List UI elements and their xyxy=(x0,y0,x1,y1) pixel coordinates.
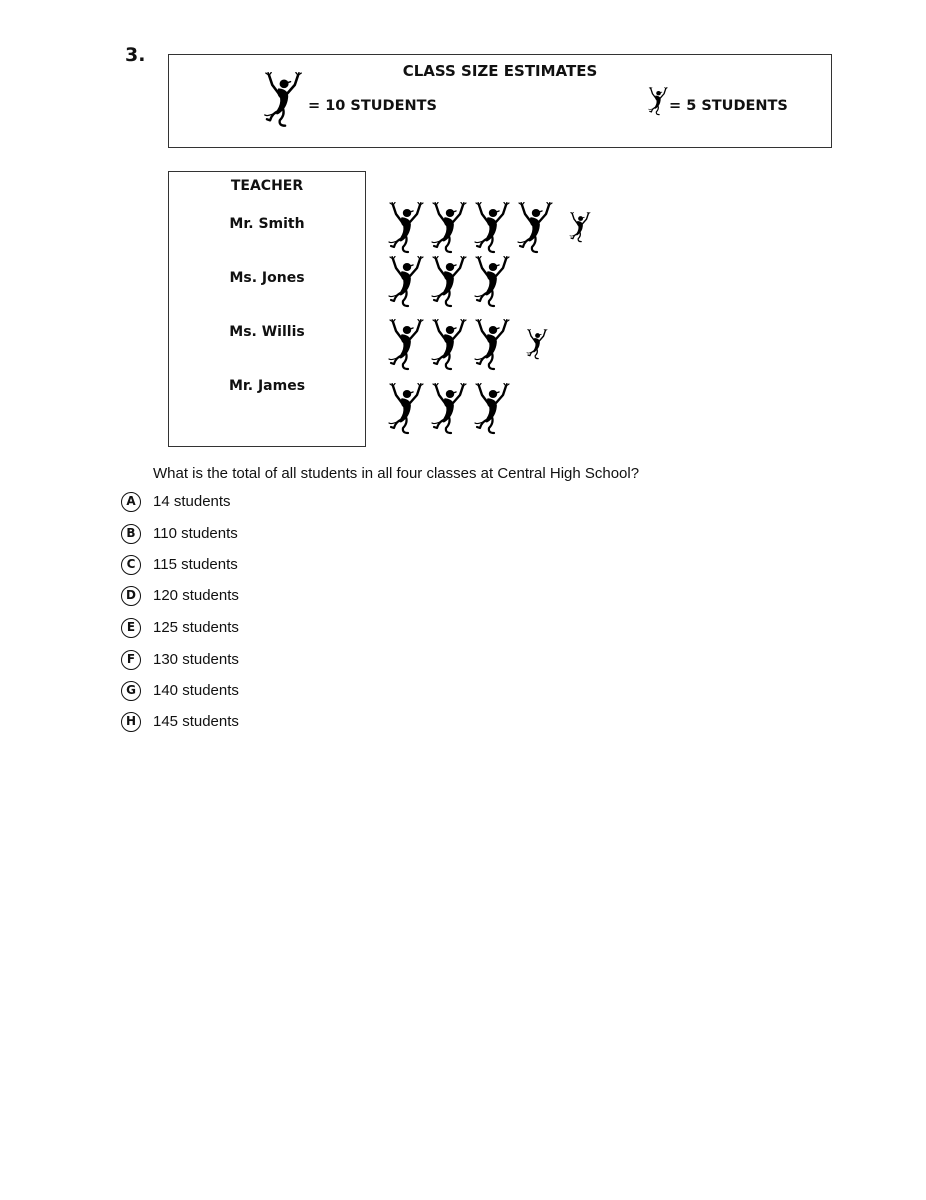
question-number: 3. xyxy=(125,44,146,66)
dancing-figure-icon xyxy=(386,383,426,437)
teacher-name: Mr. James xyxy=(228,378,306,394)
question-text: What is the total of all students in all four classes at Central High School? xyxy=(153,465,640,482)
choice-bubble[interactable]: H xyxy=(121,712,141,732)
choice-bubble[interactable]: G xyxy=(121,681,141,701)
choice-bubble[interactable]: F xyxy=(121,650,141,670)
choice-bubble[interactable]: B xyxy=(121,524,141,544)
dancing-figure-icon xyxy=(429,256,469,310)
dancing-figure-icon xyxy=(261,72,305,130)
key-big-label: = 10 STUDENTS xyxy=(308,98,437,114)
choice-text: 115 students xyxy=(153,556,238,573)
choice-text: 130 students xyxy=(153,651,239,668)
teacher-name: Mr. Smith xyxy=(229,216,305,232)
key-title: CLASS SIZE ESTIMATES xyxy=(402,62,598,80)
choice-text: 125 students xyxy=(153,619,239,636)
dancing-figure-icon xyxy=(429,383,469,437)
small-dancing-figure-icon xyxy=(525,329,549,361)
choice-bubble[interactable]: A xyxy=(121,492,141,512)
dancing-figure-icon xyxy=(472,383,512,437)
key-small-label: = 5 STUDENTS xyxy=(669,98,788,114)
choice-bubble[interactable]: E xyxy=(121,618,141,638)
teacher-name: Ms. Jones xyxy=(229,270,305,286)
choice-bubble[interactable]: C xyxy=(121,555,141,575)
dancing-figure-icon xyxy=(472,202,512,256)
small-dancing-figure-icon xyxy=(647,87,669,117)
dancing-figure-icon xyxy=(429,202,469,256)
choice-text: 145 students xyxy=(153,713,239,730)
dancing-figure-icon xyxy=(386,256,426,310)
dancing-figure-icon xyxy=(429,319,469,373)
dancing-figure-icon xyxy=(515,202,555,256)
teacher-name: Ms. Willis xyxy=(229,324,305,340)
dancing-figure-icon xyxy=(386,202,426,256)
teacher-header: TEACHER xyxy=(230,178,304,194)
choice-bubble[interactable]: D xyxy=(121,586,141,606)
choice-text: 120 students xyxy=(153,587,239,604)
choice-text: 140 students xyxy=(153,682,239,699)
dancing-figure-icon xyxy=(386,319,426,373)
choice-text: 14 students xyxy=(153,493,231,510)
dancing-figure-icon xyxy=(472,319,512,373)
dancing-figure-icon xyxy=(472,256,512,310)
teacher-table xyxy=(168,171,366,447)
key-legend xyxy=(168,54,832,148)
choice-text: 110 students xyxy=(153,525,238,542)
small-dancing-figure-icon xyxy=(568,212,592,244)
